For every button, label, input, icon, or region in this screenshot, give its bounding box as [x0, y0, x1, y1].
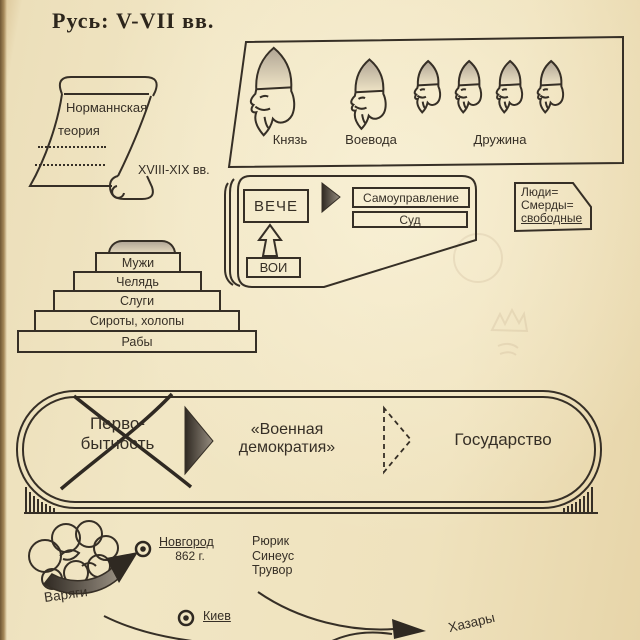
varangians-label: Варяги [43, 584, 89, 605]
druzhina-warrior-head-icon [538, 61, 563, 112]
route-curve-khazars [258, 592, 394, 629]
solid-arrow-icon [185, 407, 213, 474]
page-title: Русь: V-VII вв. [52, 8, 215, 33]
khazars-label: Хазары [446, 609, 497, 636]
veche-arrow-triangle [322, 183, 340, 212]
scroll-text-line2: теория [58, 123, 100, 138]
pyramid-level-chelyad: Челядь [73, 271, 202, 292]
druzhina-label: Дружина [473, 132, 527, 147]
norman-period-label: XVIII-XIX вв. [138, 163, 210, 177]
knyaz-label: Князь [272, 132, 308, 147]
pyramid-level-muzhi: Мужи [95, 252, 181, 273]
prince-truvor-label: Трувор [252, 563, 293, 577]
self-government-box: Самоуправление [352, 187, 470, 208]
druzhina-warrior-head-icon [415, 61, 440, 112]
prince-sineus-label: Синеус [252, 549, 295, 563]
ground-hatch-left [26, 487, 54, 512]
freemen-note-line3: свободные [521, 211, 583, 225]
stage-state-label: Государство [454, 430, 552, 449]
voi-up-arrow-icon [259, 225, 281, 256]
novgorod-marker-icon [136, 542, 150, 556]
druzhina-warrior-head-icon [497, 61, 522, 112]
veche-box: ВЕЧЕ [243, 189, 309, 223]
scroll-dotted-line [38, 146, 106, 148]
voevoda-warrior-head-icon [351, 59, 385, 128]
dashed-arrow-icon [384, 408, 411, 472]
kiev-label: Киев [203, 609, 231, 623]
novgorod-year-label: 862 г. [175, 549, 205, 563]
court-box: Суд [352, 211, 468, 228]
bleedthrough-marks [454, 234, 527, 355]
knyaz-warrior-head-icon [251, 48, 294, 135]
pyramid-level-slugi: Слуги [53, 290, 221, 312]
scroll-text-line1: Норманнская [66, 100, 148, 115]
stage-primitive-label: Перво- бытность [80, 414, 155, 453]
voi-box: ВОИ [246, 257, 301, 278]
pyramid-level-raby: Рабы [17, 330, 257, 353]
ground-hatch-right [564, 487, 592, 512]
freemen-note-line1: Люди= [521, 185, 559, 199]
voevoda-label: Воевода [345, 132, 397, 147]
scroll-dotted-line [35, 164, 105, 166]
prince-ryurik-label: Рюрик [252, 534, 290, 548]
novgorod-label: Новгород [159, 535, 214, 549]
khazars-arrowhead [392, 619, 426, 639]
druzhina-warrior-head-icon [456, 61, 481, 112]
route-curve-bottom [332, 633, 392, 640]
pyramid-level-siroty: Сироты, холопы [34, 310, 240, 332]
stage-military-democracy-label: «Военная демократия» [238, 421, 336, 457]
kiev-marker-icon [179, 611, 193, 625]
freemen-note-line2: Смерды= [521, 198, 574, 212]
